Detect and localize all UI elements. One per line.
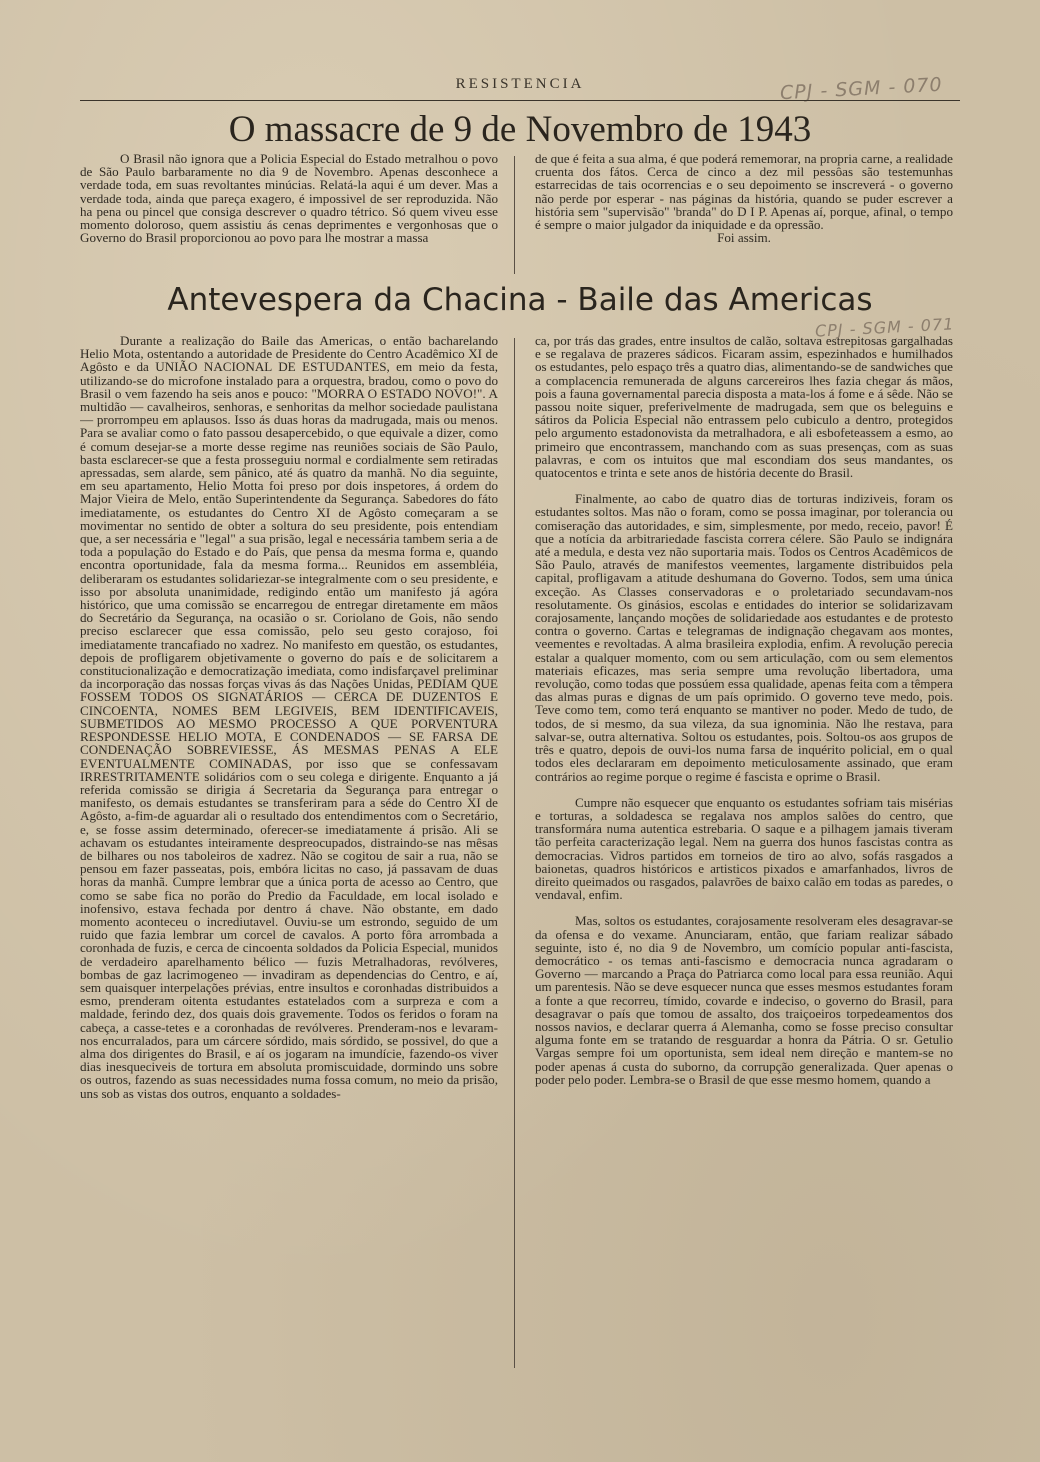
article2-column-divider [514, 338, 515, 1368]
article2-right-column [535, 334, 953, 1374]
article2-right-paragraph-4: Mas, soltos os estudantes, corajosamente resolveram eles desagravar-se da ofensa e do vexame. Anunciaram, então, que fariam realizar sábado seguinte, isto é, no dia 9 de Novembro, um comício popular anti-fascista, democrático - os temas anti-fascismo e democracia nunca agradaram o Governo — marcando a Praça do Patriarca como local para essa reunião. Aqui um parentesis. Não se deve esquecer nunca que esses mesmos estudantes foram a fonte a que recorreu, tímido, covarde e indeciso, o governo do Brasil, para desagravar o país que tomou de assalto, dos traiçoeiros torpedeamentos dos nossos navios, e declarar querra á Alemanha, como se fosse preciso consultar alguma fonte em se tratando de resguardar a honra da Pátria. O sr. Getulio Vargas sempre foi um oportunista, sem ideal nem direção e mantem-se no poder apenas á custa do suborno, da corrupção generalizada. Quer apenas o poder pelo poder. Lembra-se o Brasil de que esse mesmo homem, quando a [535, 913, 953, 1087]
article1-left-column [80, 152, 498, 280]
article2-left-paragraph: Durante a realização do Baile das Americas, o então bacharelando Helio Mota, ostentando a autoridade de Presidente do Centro Acadêmico XI de Agôsto e da UNIÃO NACIONAL DE ESTUDANTES, em meio da festa, utilizando-se do microfone instalado para a orquestra, bradou, como o povo do Brasil o vem fazendo ha seis anos e pouco: "MORRA O ESTADO NOVO!". A multidão — cavalheiros, senhoras, e senhoritas da melhor sociedade paulistana — prorrompeu em aplausos. Isso ás duas horas da madrugada, mais ou menos. Para se avaliar como o fato passou desapercebido, o que equivale a dizer, como é comum desejar-se a morte desse regime nas reuniões sociais de São Paulo, basta esclarecer-se que a festa prosseguiu normal e cordialmente sem retiradas apressadas, sem alarde, sem pânico, até ás quatro da manhã. No dia seguinte, em seu apartamento, Helio Motta foi preso por dois inspetores, á ordem do Major Vieira de Melo, então Superintendente da Segurança. Sabedores do fáto imediatamente, os estudantes do Centro XI de Agôsto começaram a se movimentar no sentido de obter a soltura do seu presidente, pois entendiam que, a ser necessária e "legal" a sua prisão, legal e necessária tambem seria a de toda a população do Estado e do País, que pensa da mesma forma e, quando encontra oportunidade, fala da mesma forma... Reunidos em assembléia, deliberaram os estudantes solidariezar-se integralmente com o seu presidente, e isso por absoluta unanimidade, redigindo então um manifesto já agóra histórico, que uma comissão se encarregou de entregar diretamente em mãos do Secretário da Segurança, na ocasião o sr. Coriolano de Gois, não sendo preciso esclarecer que essa comissão, pelo seu gesto corajoso, foi imediatamente trancafiado no xadrez. No manifesto em questão, os estudantes, depois de profligarem objetivamente o governo do país e de solicitarem a constitucionalização e democratização imediata, como indisfarçavel preliminar da incorporação das nossas forças vivas ás das Nações Unidas, PEDIAM QUE FOSSEM TODOS OS SIGNATÁRIOS — CERCA DE DUZENTOS E CINCOENTA, NOMES BEM LEGIVEIS, BEM IDENTIFICAVEIS, SUBMETIDOS AO MESMO PROCESSO A QUE PORVENTURA RESPONDESSE HELIO MOTA, E CONDENADOS — SE FARSA DE CONDENAÇÃO SOBREVIESSE, ÁS MESMAS PENAS A ELE EVENTUALMENTE COMINADAS, por isso que se confessavam IRRESTRITAMENTE solidários com o seu colega e dirigente. Enquanto a já referida comissão se dirigia á Secretaria da Segurança para entregar o manifesto, os demais estudantes se transferiram para a séde do Centro XI de Agôsto, a-fim-de aguardar ali o resultado dos entendimentos com o Secretário, e, se fosse assim determinado, oferecer-se imediatamente á prisão. Ali se achavam os estudantes inteiramente despreocupados, distraindo-se nas mêsas de bilhares ou nos taboleiros de xadrez. Não se cogitou de sair a rua, não se pensou em fazer passeatas, pois, embóra licitas no caso, já passavam de duas horas da manhã. Cumpre lembrar que a única porta de acesso ao Centro, que como se sabe fica no porão do Predio da Faculdade, em local isolado e inofensivo, estava fechada por dentro á chave. Não obstante, em dado momento aconteceu o incrediutavel. Ouviu-se um estrondo, seguido de um ruido que fazia lembrar um corcel de cavalos. A porto fôra arrombada a coronhada de fuzis, e cerca de cincoenta soldados da Policia Especial, munidos de verdadeiro aparelhamento bélico — fuzis Metralhadoras, revólveres, bombas de gaz lacrimogeneo — invadiram as dependencias do Centro, e aí, sem quaisquer interpelações prévias, entre insultos e coronhadas distribuidos a esmo, prenderam oitenta estudantes estatelados com a surpreza e com a maldade, ferindo dez, dos quais dois gravemente. Todos os feridos o foram na cabeça, a casse-tetes e a coronhadas de revólveres. Prenderam-nos e levaram-nos encurralados, para um cárcere sórdido, mais sórdido, se possivel, do que a alma dos dirigentes do Brasil, e aí os jogaram na imundície, fazendo-os viver dias inesqueciveis de tortura em absoluta promiscuidade, dormindo uns sobre os outros, fazendo as suas necessidades numa fossa comum, no meio da prisão, uns sob as vistas dos outros, enquanto a soldades- [80, 334, 498, 1101]
article2-right-paragraph-1: ca, por trás das grades, entre insultos de calão, soltava estrepitosas gargalhadas e se regalava de prazeres sádicos. Ficaram assim, espezinhados e humilhados os estudantes, pelo espaço três a quatro dias, alimentando-se de sandwiches que a complacencia remunerada de alguns carcereiros lhes fazia chegar ás mãos, pois a fauna governamental parecia disposta a mata-los á fome e á sêde. Não se passou noite siquer, preferivelmente de madrugada, sem que os beleguins e sátiros da Policia Especial não entrassem pelo cubiculo a dentro, protegidos pelo argumento estadonovista da metralhadora, e ali esbofeteassem a esmo, ao primeiro que encontrassem, manchando com as suas presenças, com as suas palavras, e com os intuitos que mal escondiam dos seus mandantes, os quatocentos e trinta e sete anos de história decente do Brasil. [535, 334, 953, 481]
article1-title: O massacre de 9 de Novembro de 1943 [228, 109, 812, 150]
archive-mark-top: CPJ - SGM - 070 [779, 73, 944, 105]
article1-right-text: de que é feita a sua alma, é que poderá rememorar, na propria carne, a realidade cruenta dos fátos. Cerca de cinco a dez mil pessôas são testemunhas estarrecidas de tais ocorrencias e o seu depoimento se inscreverá - o governo não perde por esperar - nas páginas da história, quando se puder escrever a história sem "supervisão" 'branda" do D I P. Apenas aí, porque, afinal, o tempo é sempre o maior julgador da iniquidade e da opressão. [535, 152, 953, 233]
article2-right-paragraph-2: Finalmente, ao cabo de quatro dias de torturas indiziveis, foram os estudantes soltos. Mas não o foram, como se possa imaginar, por tolerancia ou comiseração das autoridades, e sim, simplesmente, por medo, receio, pavor! É que a notícia da arbitrariedade fascista correra célere. São Paulo se indignára até a medula, e desta vez não suportaria mais. Todos os Centros Acadêmicos de São Paulo, através de manifestos veementes, largamente distribuidos pela capital, profligavam a atitude deshumana do Governo. Todos, sem uma única exceção. As Classes conservadoras e o proletariado secundavam-nos resolutamente. Os ginásios, escolas e entidades do interior se solidarizavam corajosamente, lançando moções de solidariedade aos estudantes e de protesto contra o governo. Cartas e telegramas de indignação chegavam aos montes, veementes e revoltadas. A alma brasileira explodia, enfim. A revolução perecia estalar a qualquer momento, com ou sem articulação, com ou sem elementos materiais eficazes, mas seria sempre uma revolução libertadora, uma revolução, como todas que possúem essa qualidade, apenas feita com a têmpera das almas puras e dignas de um país oprimido. O governo teve medo, pois. Teve como tem, como terá enquanto se mantiver no poder. Medo de tudo, de todos, de si mesmo, da sua vileza, da sua ignominia. Não lhe restava, para salvar-se, outra alternativa. Soltou os estudantes, pois. Soltou-os aos grupos de três e quatro, depois de ouvi-los numa farsa de inquérito policial, em o qual todos eles declararam em depoimento meticulosamente assinado, que eram contrários ao regime porque o regime é fascista e oprime o Brasil. [535, 491, 953, 784]
article2-right-paragraph-3: Cumpre não esquecer que enquanto os estudantes sofriam tais misérias e torturas, a soldadesca se regalava nos amplos salões do centro, que transformára numa autentica estrebaria. O saque e a pilhagem jamais tiveram tão perfeita caracterização legal. Nem na guerra dos hunos fascistas contra as democracias. Vidros partidos em torneios de tiro ao alvo, sofás rasgados a baionetas, quadros históricos e artisticos pixados e amarfanhados, livros de direito queimados ou rasgados, palavrões de baixo calão em todas as paredes, o vendaval, enfim. [535, 794, 953, 903]
archive-mark-second: CPJ - SGM - 071 [814, 314, 955, 341]
section-header: RESISTENCIA [455, 76, 585, 92]
header-rule [80, 100, 960, 101]
article1-column-divider [514, 156, 515, 274]
article1-left-text: O Brasil não ignora que a Policia Especial do Estado metralhou o povo de São Paulo barbaramente no dia 9 de Novembro. Apenas desconhece a verdade toda, em suas revoltantes minúcias. Relatá-la aqui é um dever. Mas a verdade toda, ainda que pareça exagero, é impossivel de ser reproduzida. Não ha pena ou pincel que consiga descrever o quadro tétrico. Só quem viveu esse momento doloroso, quem assistiu ás cenas deprimentes e vergonhosas que o Governo do Brasil proporcionou ao povo para lhe mostrar a massa [80, 152, 498, 246]
article2-left-column [80, 334, 498, 1374]
article2-title: Antevespera da Chacina - Baile das Americas [167, 282, 873, 318]
article1-closing: Foi assim. [717, 230, 771, 246]
article1-right-column [535, 152, 953, 282]
